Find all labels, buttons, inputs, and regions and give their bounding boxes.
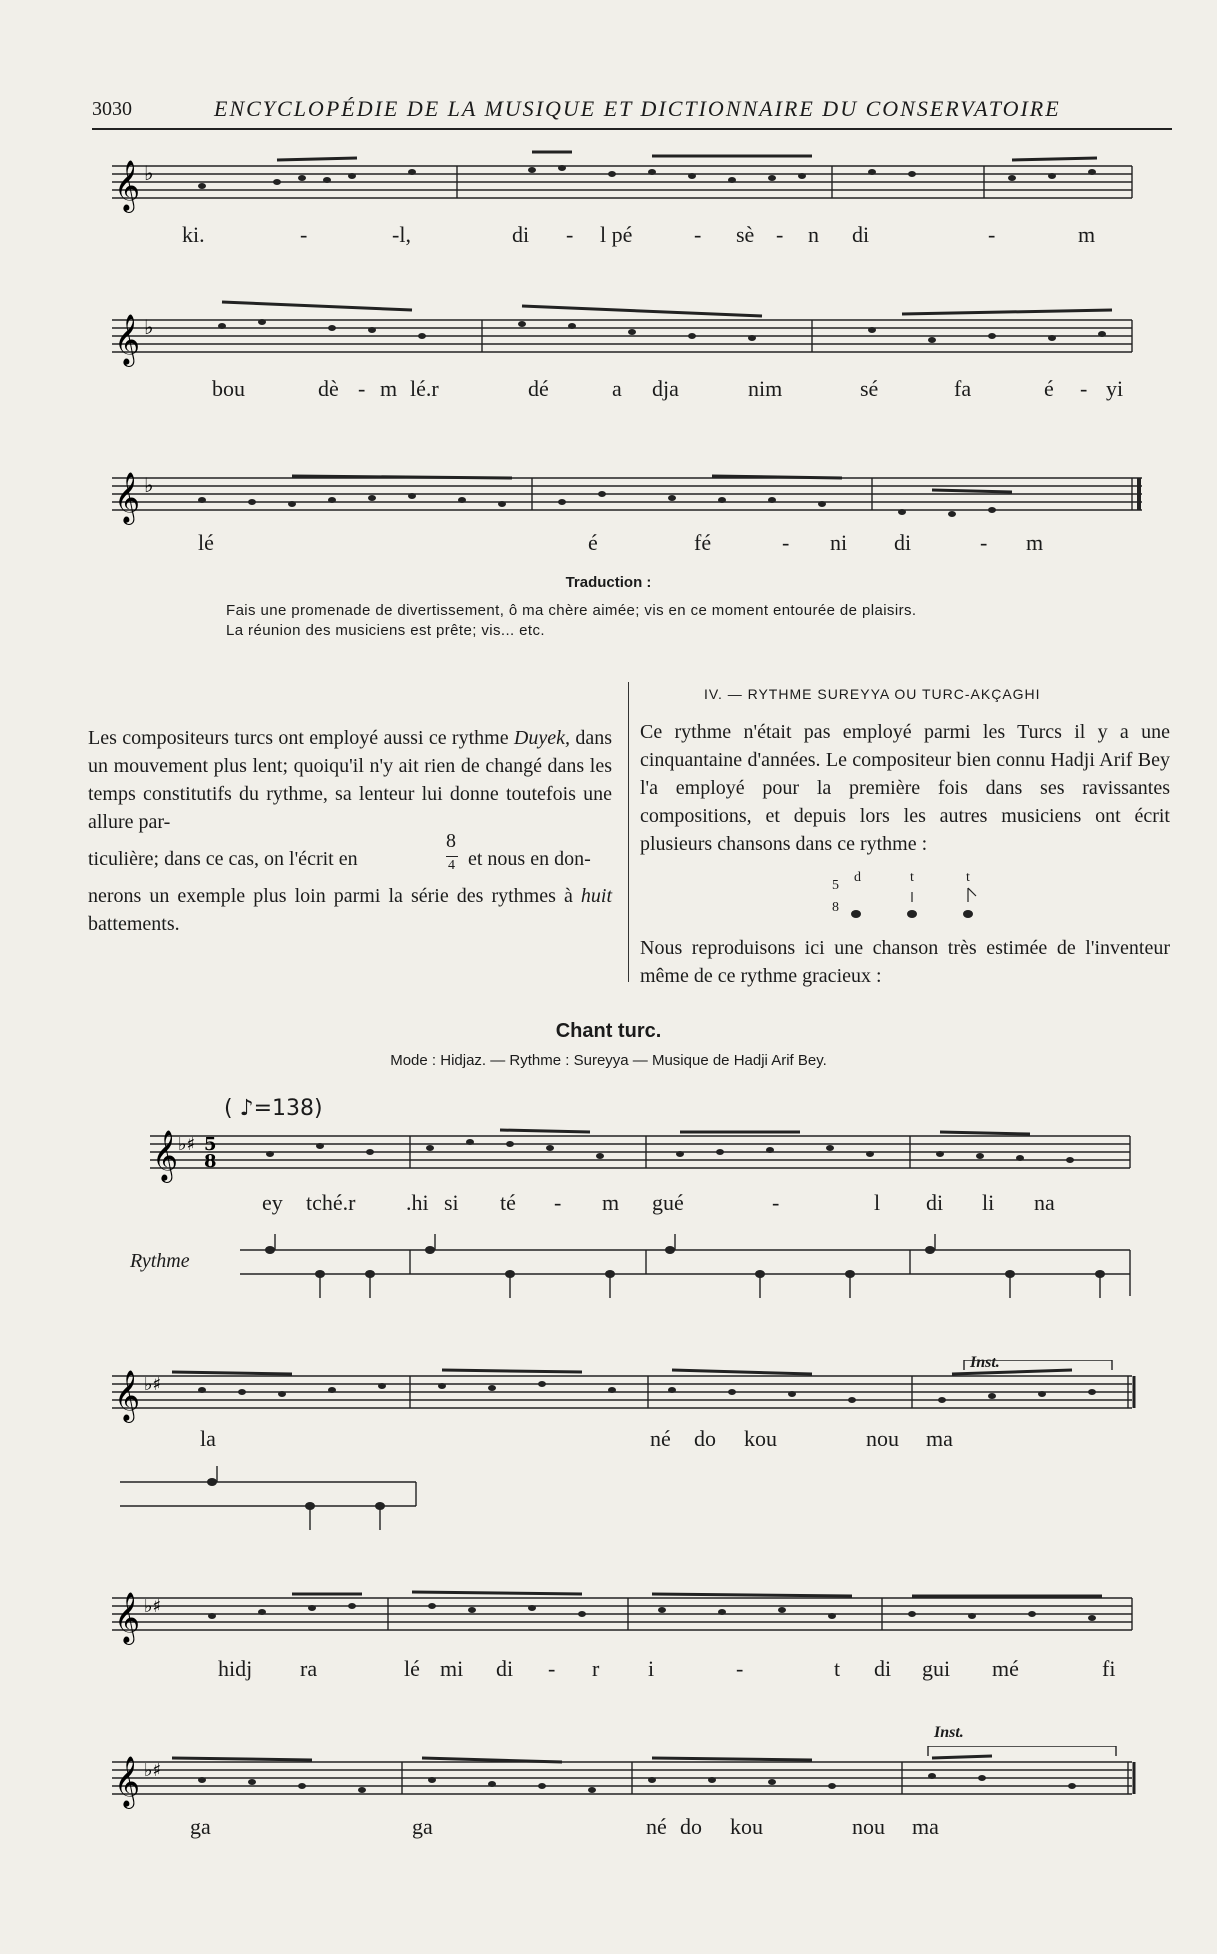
lyric: a: [612, 376, 622, 401]
lyric: fé: [694, 530, 712, 555]
lyric: di: [926, 1190, 944, 1215]
lyric: di: [496, 1656, 514, 1681]
lyric: fi: [1102, 1656, 1116, 1681]
right-column-text-2: Nous reproduisons ici une chanson très estimée de l'inventeur même de ce rythme gracieux :: [640, 937, 1170, 987]
lyric: tché.r: [306, 1190, 356, 1215]
lyrics-system-4: [0, 1190, 1217, 1220]
svg-text:𝄞: 𝄞: [114, 1592, 141, 1643]
rhythm-staff-1: [240, 1234, 1140, 1314]
lyric: -: [548, 1656, 556, 1681]
lyric: né: [646, 1814, 667, 1839]
rhythm-staff-2: [120, 1466, 440, 1546]
svg-text:♭♯: ♭♯: [144, 1374, 162, 1395]
rhythm-denominator: 8: [832, 900, 839, 915]
inst-label-2: Inst.: [934, 1724, 964, 1741]
section-title: IV. — RYTHME SUREYYA OU TURC-AKÇAGHI: [704, 686, 1041, 702]
lyric: -: [554, 1190, 562, 1215]
fraction-bar: [446, 856, 458, 857]
header-rule: [92, 128, 1172, 130]
lyric: -: [566, 222, 574, 247]
lyric: t: [834, 1656, 841, 1681]
lyric: ki.: [182, 222, 205, 247]
lyric: mi: [440, 1656, 464, 1681]
text: ticulière; dans ce cas, on l'écrit en: [88, 848, 358, 870]
lyric: gui: [922, 1656, 951, 1681]
lyric: kou: [730, 1814, 763, 1839]
svg-text:𝄞: 𝄞: [114, 1756, 141, 1807]
text: Les compositeurs turcs ont employé aussi ce rythme: [88, 727, 509, 749]
lyrics-system-6: [0, 1656, 1217, 1686]
lyric: nou: [852, 1814, 885, 1839]
music-staff-6: [112, 1582, 1142, 1662]
lyric: i: [648, 1656, 655, 1681]
lyric: -l,: [392, 222, 411, 247]
lyric: dè: [318, 376, 339, 401]
svg-text:𝄞: 𝄞: [152, 1130, 179, 1181]
lyric: -: [358, 376, 366, 401]
music-staff-4: [150, 1120, 1140, 1200]
lyric: -: [736, 1656, 744, 1681]
lyric: -: [300, 222, 308, 247]
tempo-marking: ( ♪=138): [224, 1096, 323, 1121]
lyric: fa: [954, 376, 972, 401]
svg-text:♭: ♭: [144, 161, 154, 185]
lyric: sè: [736, 222, 755, 247]
lyrics-system-3: [0, 530, 1217, 560]
lyric: lé: [404, 1656, 420, 1681]
lyric: di: [512, 222, 530, 247]
lyrics-system-5: [0, 1426, 1217, 1456]
text: dans un mouvement plus lent; quoiqu'il n'y ait rien de changé dans les temps constitutifs du rythme, sa lenteur lui donne toutefois une allure par-: [88, 727, 613, 833]
lyric: m: [380, 376, 398, 401]
svg-text:𝄞: 𝄞: [114, 472, 141, 523]
lyrics-system-2: [0, 376, 1217, 406]
fraction-line: [88, 830, 612, 890]
lyric: nim: [748, 376, 783, 401]
lyric: né: [650, 1426, 671, 1451]
lyric: yi: [1106, 376, 1124, 401]
lyrics-system-7: [0, 1814, 1217, 1844]
lyric: té: [500, 1190, 516, 1215]
text: battements.: [88, 913, 180, 935]
lyric: mé: [992, 1656, 1019, 1681]
left-column-text-2: [88, 882, 612, 938]
lyric: ga: [412, 1814, 433, 1839]
lyric: -: [1080, 376, 1088, 401]
left-column-text: [88, 724, 612, 836]
music-staff-3: [112, 460, 1142, 540]
music-staff-1: [112, 150, 1142, 230]
svg-text:𝄞: 𝄞: [114, 1370, 141, 1421]
lyric: gué: [652, 1190, 684, 1215]
lyric: .hi: [406, 1190, 429, 1215]
page-number: 3030: [92, 98, 132, 120]
lyric: -: [980, 530, 988, 555]
rhythm-letter: d: [854, 870, 861, 885]
lyric: m: [1078, 222, 1096, 247]
lyric: bou: [212, 376, 245, 401]
lyrics-system-1: [0, 222, 1217, 252]
rhythm-letter: t: [910, 870, 914, 885]
lyric: -: [988, 222, 996, 247]
lyric: kou: [744, 1426, 777, 1451]
column-divider: [628, 682, 629, 982]
lyric: hidj: [218, 1656, 253, 1681]
lyric: r: [592, 1656, 600, 1681]
lyric: -: [782, 530, 790, 555]
lyric: -: [772, 1190, 780, 1215]
lyric: -: [694, 222, 702, 247]
translation-line-2: La réunion des musiciens est prête; vis... etc.: [226, 622, 545, 639]
time-signature-num: 5: [204, 1134, 217, 1155]
lyric: dja: [652, 376, 679, 401]
chant-title: Chant turc.: [555, 1020, 662, 1042]
lyric: do: [694, 1426, 716, 1451]
translation-line-1: Fais une promenade de divertissement, ô ma chère aimée; vis en ce moment entourée de plaisirs.: [226, 602, 917, 619]
chant-subtitle: Mode : Hidjaz. — Rythme : Sureyya — Musique de Hadji Arif Bey.: [390, 1052, 827, 1069]
lyric: di: [852, 222, 870, 247]
lyric: m: [1026, 530, 1044, 555]
lyric: ma: [912, 1814, 939, 1839]
svg-text:𝄞: 𝄞: [114, 160, 141, 211]
rhythm-letter: t: [966, 870, 970, 885]
svg-text:𝄞: 𝄞: [114, 314, 141, 365]
rythme-label: Rythme: [130, 1250, 190, 1272]
right-column-text: Ce rythme n'était pas employé parmi les Turcs il y a une cinquantaine d'années. Le compositeur bien connu Hadji Arif Bey l'a employé pour la première fois dans ses ravissantes compositions, et depuis lors les autres musiciens ont écrit plusieurs chansons dans ce rythme :: [640, 721, 1170, 855]
lyric: m: [602, 1190, 620, 1215]
text: nerons un exemple plus loin parmi la série des rythmes à: [88, 885, 573, 907]
lyric: dé: [528, 376, 549, 401]
lyric: di: [874, 1656, 892, 1681]
lyric: l pé: [600, 222, 633, 247]
lyric: di: [894, 530, 912, 555]
lyric: nou: [866, 1426, 899, 1451]
running-title: ENCYCLOPÉDIE DE LA MUSIQUE ET DICTIONNAIRE DU CONSERVATOIRE: [214, 96, 1061, 121]
lyric: é: [1044, 376, 1054, 401]
music-staff-2: [112, 296, 1142, 376]
lyric: lé.r: [410, 376, 439, 401]
text: et nous en don-: [468, 848, 591, 870]
lyric: la: [200, 1426, 216, 1451]
svg-text:♭: ♭: [144, 315, 154, 339]
lyric: -: [776, 222, 784, 247]
inst-label: Inst.: [970, 1354, 1000, 1371]
time-signature-den: 8: [204, 1151, 217, 1172]
translation-heading: Traduction :: [565, 574, 652, 591]
lyric: sé: [860, 376, 879, 401]
lyric: lé: [198, 530, 214, 555]
lyric: ni: [830, 530, 848, 555]
lyric: ey: [262, 1190, 283, 1215]
lyric: do: [680, 1814, 702, 1839]
svg-text:♭♯: ♭♯: [144, 1760, 162, 1781]
svg-text:♭: ♭: [144, 473, 154, 497]
lyric: l: [874, 1190, 881, 1215]
svg-text:♭♯: ♭♯: [144, 1596, 162, 1617]
lyric: li: [982, 1190, 995, 1215]
fraction-denominator: 4: [448, 858, 455, 873]
lyric: é: [588, 530, 598, 555]
fraction-numerator: 8: [446, 830, 456, 852]
svg-text:♭♯: ♭♯: [178, 1134, 196, 1155]
lyric: ra: [300, 1656, 318, 1681]
lyric: na: [1034, 1190, 1055, 1215]
page-header: [92, 96, 1172, 124]
rhythm-notes: [830, 866, 1010, 936]
lyric: si: [444, 1190, 459, 1215]
rhythm-formula: [830, 866, 1010, 936]
italic-term: huit: [580, 885, 613, 907]
lyric: ga: [190, 1814, 211, 1839]
lyric: ma: [926, 1426, 953, 1451]
lyric: n: [808, 222, 819, 247]
italic-term: Duyek,: [513, 727, 570, 749]
rhythm-numerator: 5: [832, 878, 839, 893]
